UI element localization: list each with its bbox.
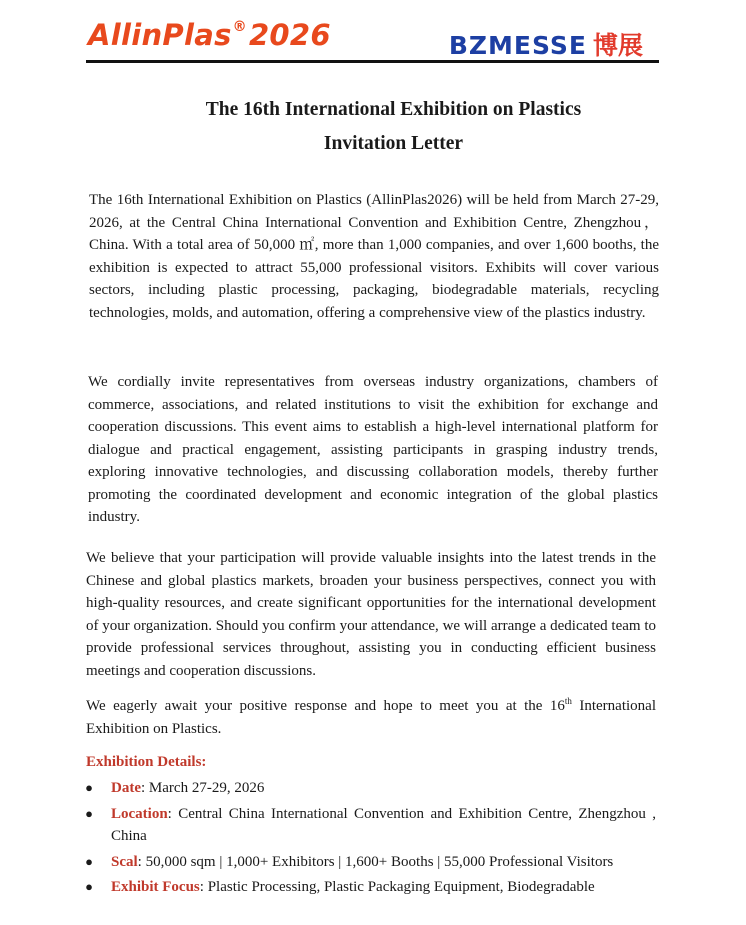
bullet-icon: ● xyxy=(85,879,93,894)
bullet-icon: ● xyxy=(85,780,93,795)
paragraph-invitation: We cordially invite representatives from overseas industry organizations, chambers of commerce, associations, and related institutions to visit the exhibition for exchange and cooperation discussions. This event aims to establish a high-level international platform for dialogue and practical engagement, assisting participants in grasping industry trends, exploring innovative technologies, and discussing collaboration models, thereby further promoting the coordinated development and economic integration of the global plastics industry. xyxy=(88,374,658,525)
details-list xyxy=(84,777,656,902)
document-title: The 16th International Exhibition on Plastics xyxy=(205,99,582,120)
bullet-icon: ● xyxy=(85,805,93,821)
paragraph-benefits: We believe that your participation will provide valuable insights into the latest trends in the Chinese and global plastics markets, broaden your business perspectives, connect you with high-quality resources, and create significant opportunities for the international development of your organization. Should you confirm your attendance, we will arrange a dedicated team to provide professional services throughout, assisting you in conducting efficient business meetings and cooperation discussions. xyxy=(86,550,656,679)
list-item-location: ● Location: Central China International Convention and Exhibition Centre, Zhengzhou , China xyxy=(84,803,656,848)
list-item-scale: ● Scal: 50,000 sqm | 1,000+ Exhibitors | 1,600+ Booths | 55,000 Professional Visitors xyxy=(84,851,656,874)
list-item-exhibit-focus: ● Exhibit Focus: Plastic Processing, Plastic Packaging Equipment, Biodegradable xyxy=(84,876,656,899)
list-item-date: ● Date: March 27-29, 2026 xyxy=(84,777,656,800)
letterhead xyxy=(86,18,659,62)
paragraph-intro: The 16th International Exhibition on Plastics (AllinPlas2026) will be held from March 27-29, 2026, at the Central China International Convention and Exhibition Centre, Zhengzhou，China. With a total area of 50,000 ㎡, more than 1,000 companies, and over 1,600 booths, the exhibition is expected to attract 55,000 professional visitors. Exhibits will cover various sectors, including plastic processing, packaging, biodegradable materials, recycling technologies, molds, and automation, offering a comprehensive view of the plastics industry. xyxy=(89,192,659,321)
paragraph-closing: We eagerly await your positive response and hope to meet you at the 16th International Exhibition on Plastics. xyxy=(86,696,656,737)
document-subtitle: Invitation Letter xyxy=(323,133,464,154)
allinplas-logo: AllinPlas®2026 xyxy=(88,18,331,52)
header-divider xyxy=(86,60,659,63)
details-heading: Exhibition Details: xyxy=(86,754,207,770)
bzmesse-logo: BZMESSE 博展 xyxy=(448,31,643,60)
bullet-icon: ● xyxy=(85,853,93,869)
